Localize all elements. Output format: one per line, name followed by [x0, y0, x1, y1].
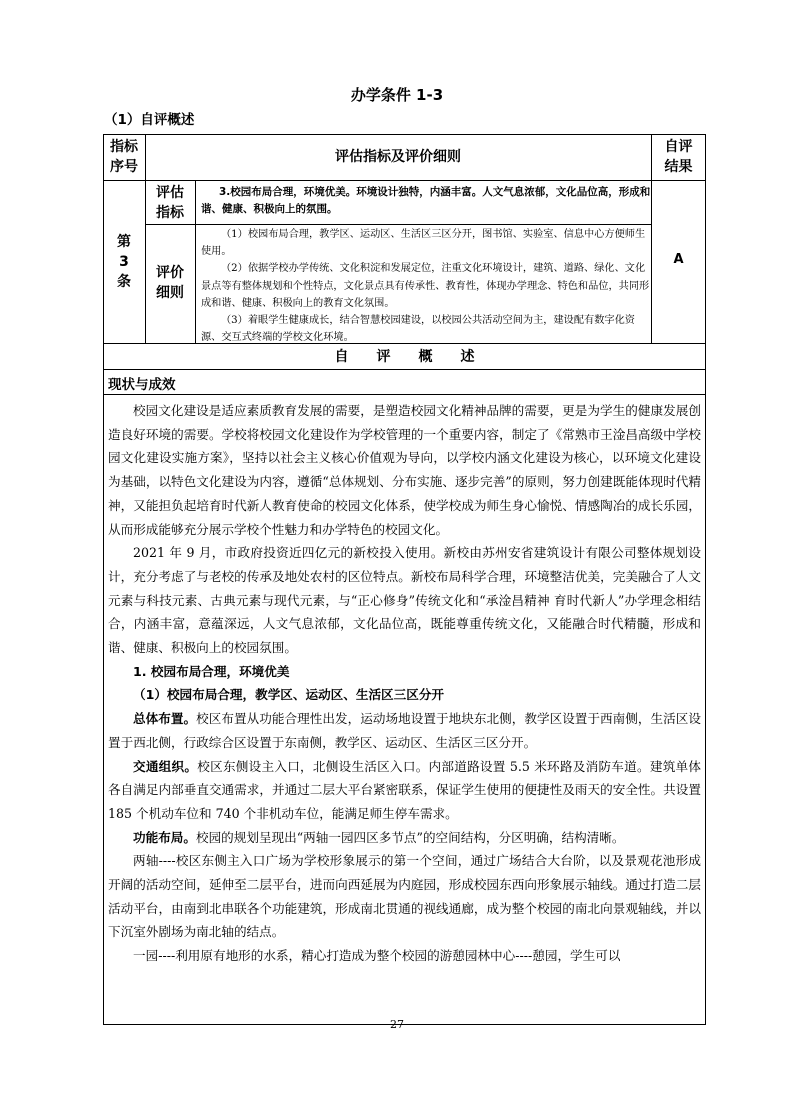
row-label: 第 3 条: [117, 234, 131, 290]
table-rule: [103, 180, 706, 181]
self-evaluation-result: A: [673, 252, 684, 267]
table-rule: [145, 224, 651, 225]
lead-label: 总体布置。: [133, 711, 197, 727]
paragraph: 校园文化建设是适应素质教育发展的需要，是塑造校园文化精神品牌的需要，更是为学生的健康发展创造良好环境的需要。学校将校园文化建设作为学校管理的一个重要内容，制定了《常熟市王淦昌高级中学校园文化建设实施方案》，坚持以社会主义核心价值观为导向，以学校内涵文化建设为核心，以环境文化建设为基础，以特色文化建设为内容，遵循“总体规划、分布实施、逐步完善”的原则，努力创建既能体现时代精神，又能担负起培育时代新人教育使命的校园文化体系，使学校成为师生身心愉悦、情感陶冶的成长乐园，从而形成能够充分展示学校个性魅力和办学特色的校园文化。: [108, 403, 701, 537]
detail-item: （2）依据学校办学传统、文化积淀和发展定位，注重文化环境设计，建筑、道路、绿化、文化景点等有整体规划和个性特点，文化景点具有传承性、教育性，体现办学理念、特色和品位，共同形成和谐、健康、积极向上的教育文化氛围。: [201, 263, 650, 309]
criteria-title: 3.校园布局合理，环境优美。环境设计独特，内涵丰富。人文气息浓郁，文化品位高，形成和谐、健康、积极向上的氛围。: [201, 186, 651, 215]
subsection-heading: （1）校园布局合理，教学区、运动区、生活区三区分开: [133, 687, 445, 703]
paragraph: 两轴----校区东侧主入口广场为学校形象展示的第一个空间，通过广场结合大台阶，以及景观花池形成开阔的活动空间，延伸至二层平台，进而向西延展为内庭园，形成校园东西向形象展示轴线。通过打造二层活动平台，由南到北串联各个功能建筑，形成南北贯通的视线通廊，成为整个校园的南北向景观轴线，并以下沉室外剧场为南北轴的结点。: [108, 853, 701, 940]
summary-body: [108, 399, 701, 968]
paragraph: 交通组织。校区东侧设主入口，北侧设生活区入口。内部道路设置 5.5 米环路及消防车道。建筑单体各自满足内部垂直交通需求，并通过二层大平台紧密联系，保证学生使用的便捷性及雨天的安全性。共设置 185 个机动车位和 740 个非机动车位，能满足师生停车需求。: [108, 758, 701, 821]
criteria-details: [201, 226, 651, 346]
criteria-label: 评估 指标: [156, 185, 184, 221]
paragraph: 功能布局。校园的规划呈现出“两轴一园四区多节点”的空间结构，分区明确，结构清晰。: [133, 829, 625, 845]
table-rule: [103, 369, 706, 370]
detail-item: （1）校园布局合理，教学区、运动区、生活区三区分开，图书馆、实验室、信息中心方便师生使用。: [201, 229, 646, 258]
paragraph: 总体布置。校区布置从功能合理性出发，运动场地设置于地块东北侧，教学区设置于西南侧，生活区设置于西北侧，行政综合区设置于东南侧，教学区、运动区、生活区三区分开。: [108, 711, 702, 750]
header-result: 自评 结果: [664, 139, 693, 175]
paragraph: 2021 年 9 月，市政府投资近四亿元的新校投入使用。新校由苏州安省建筑设计有限公司整体规划设计，充分考虑了与老校的传承及地处农村的区位特点。新校布局科学合理，环境整洁优美，完美融合了人文元素与科技元素、古典元素与现代元素，与“正心修身”传统文化和“承淦昌精神 育时代新人”办学理念相结合，内涵丰富，意蕴深远，人文气息浓郁，文化品位高，既能尊重传统文化，又能融合时代精髓，形成和谐、健康、积极向上的校园氛围。: [108, 545, 701, 656]
status-header: 现状与成效: [108, 377, 176, 393]
lead-label: 交通组织。: [133, 758, 198, 774]
table-rule: [195, 180, 196, 343]
header-criteria: 评估指标及评价细则: [335, 149, 461, 165]
summary-header: 自 评 概 述: [334, 349, 475, 365]
page-number: 27: [390, 1018, 404, 1031]
section-heading: 1. 校园布局合理，环境优美: [133, 663, 290, 679]
paragraph: 一园----利用原有地形的水系，精心打造成为整个校园的游憩园林中心----憩园，学生可以: [133, 948, 621, 964]
header-index: 指标 序号: [110, 139, 138, 175]
detail-label: 评价 细则: [156, 265, 184, 301]
detail-item: （3）着眼学生健康成长，结合智慧校园建设，以校园公共活动空间为主，建设配有数字化资源、交互式终端的学校文化环境。: [201, 315, 635, 344]
section-subtitle: （1）自评概述: [104, 112, 195, 128]
lead-label: 功能布局。: [133, 829, 196, 845]
table-rule: [103, 394, 706, 395]
page-title: 办学条件 1-3: [350, 86, 444, 104]
